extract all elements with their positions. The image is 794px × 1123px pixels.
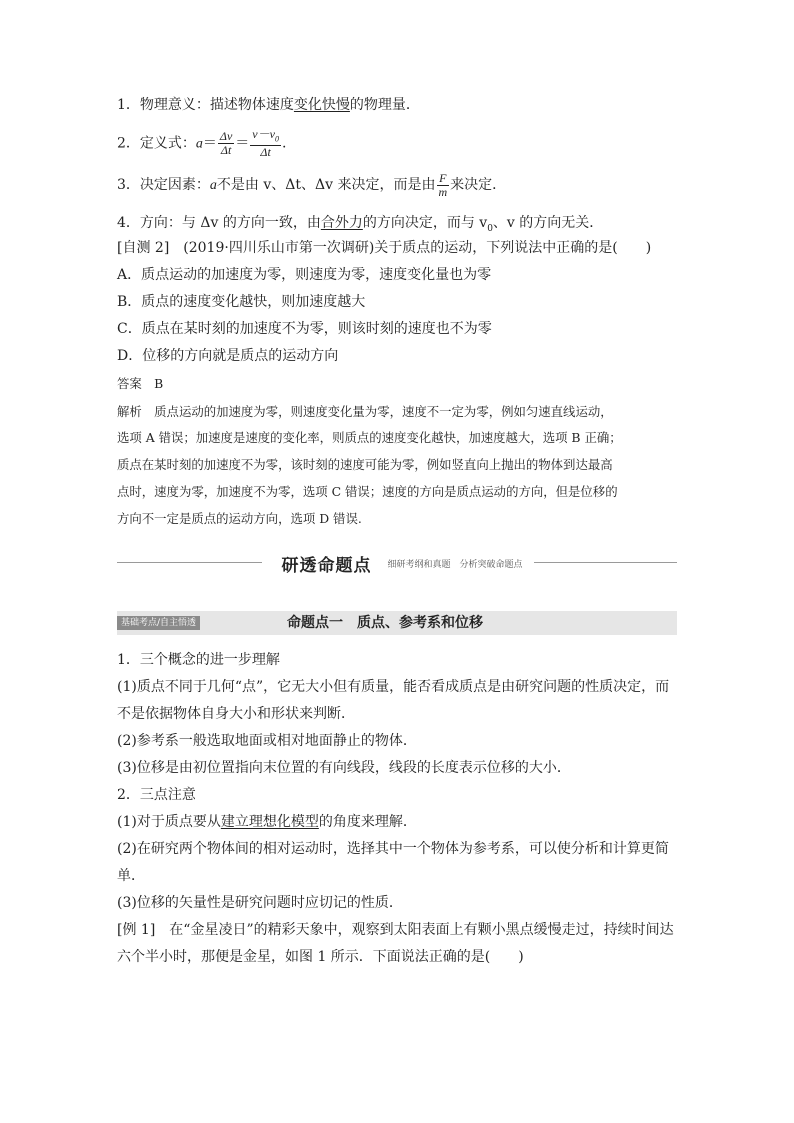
- underlined-text: 合外力: [320, 215, 363, 231]
- note-2-line-2: 单．: [117, 868, 145, 884]
- underlined-text: 变化快慢: [293, 97, 350, 113]
- topic-tag: 基础考点/自主悟透: [117, 616, 200, 630]
- body-line-6: 2．三点注意: [117, 787, 196, 803]
- topic-bar: [117, 611, 677, 635]
- section-banner: [262, 549, 534, 577]
- math-var: a: [209, 178, 217, 193]
- body-line-1: 1．三个概念的进一步理解: [117, 652, 280, 668]
- text: (1)对于质点要从: [117, 814, 221, 830]
- text: 的物理量．: [349, 97, 420, 113]
- test2-stem: [自测 2] (2019·四川乐山市第一次调研)关于质点的运动，下列说法中正确的是( ): [117, 240, 652, 256]
- text: .: [281, 135, 287, 152]
- section-title: 研透命题点: [281, 555, 372, 576]
- intro-item-1: [117, 95, 420, 115]
- test2-option-c: C．质点在某时刻的加速度不为零，则该时刻的速度也不为零: [117, 321, 492, 337]
- topic-title: 命题点一 质点、参考系和位移: [287, 615, 483, 631]
- underlined-text: 建立理想化模型: [220, 814, 319, 830]
- analysis-line-5: 方向不一定是质点的运动方向，选项 D 错误.: [117, 511, 362, 526]
- intro-item-2-formula: [117, 128, 286, 160]
- body-line-5: (3)位移是由初位置指向末位置的有向线段，线段的长度表示位移的大小．: [117, 760, 571, 776]
- analysis-line-2: 选项 A 错误；加速度是速度的变化率，则质点的速度变化越快，加速度越大，选项 B 正确；: [117, 430, 622, 445]
- text: 、v 的方向无关．: [492, 215, 604, 231]
- note-1: [117, 812, 417, 832]
- math-var: a: [195, 136, 203, 152]
- test2-answer: 答案 B: [117, 376, 164, 391]
- text: ＝: [202, 135, 217, 152]
- fraction-dv-dt: $\frac{\Delta v}{\Delta t}$: [219, 129, 233, 158]
- body-line-2: (1)质点不同于几何“点”，它无大小但有质量，能否看成质点是由研究问题的性质决定，而: [117, 679, 670, 695]
- analysis-line-3: 质点在某时刻的加速度不为零，该时刻的速度可能为零，例如竖直向上抛出的物体到达最高: [117, 457, 613, 472]
- intro-item-4: 4．方向：与 Δv 的方向一致，由合外力的方向决定，而与 $v_0$、v 的方向无关．: [117, 215, 604, 234]
- section-subtitle: 细研考纲和真题 分析突破命题点: [387, 559, 523, 570]
- text: 的方向决定，而与 v: [362, 215, 488, 231]
- example-1-line-2: 六个半小时，那便是金星，如图 1 所示．下面说法正确的是( ): [117, 949, 524, 965]
- text: 2．定义式：: [117, 135, 196, 152]
- text: 1．物理意义：描述物体速度: [117, 97, 294, 113]
- test2-option-d: D．位移的方向就是质点的运动方向: [117, 348, 339, 364]
- note-3: (3)位移的矢量性是研究问题时应切记的性质．: [117, 895, 403, 911]
- text: 的角度来理解．: [318, 814, 417, 830]
- text: 来决定．: [450, 177, 507, 193]
- intro-item-3: [117, 170, 506, 201]
- example-1-line-1: [例 1] 在“金星凌日”的精彩天象中，观察到太阳表面上有颗小黑点缓慢走过，持续时间达: [117, 922, 674, 938]
- analysis-line-1: 解析 质点运动的加速度为零，则速度变化量为零，速度不一定为零，例如匀速直线运动，: [117, 404, 613, 419]
- body-line-3: 不是依据物体自身大小和形状来判断．: [117, 706, 355, 722]
- fraction-v-v0-dt: $\frac{v-v_0}{\Delta t}$: [252, 127, 279, 160]
- text: 3．决定因素：: [117, 177, 210, 193]
- note-2-line-1: (2)在研究两个物体间的相对运动时，选择其中一个物体为参考系，可以使分析和计算更简: [117, 841, 669, 857]
- text: 4．方向：与 Δv 的方向一致，由: [117, 215, 321, 231]
- body-line-4: (2)参考系一般选取地面或相对地面静止的物体．: [117, 733, 417, 749]
- text: ＝: [235, 135, 250, 152]
- fraction-f-m: $\frac{F}{m}$: [438, 170, 448, 199]
- text: 不是由 v、Δt、Δv 来决定，而是由: [216, 177, 436, 193]
- test2-option-a: A．质点运动的加速度为零，则速度为零，速度变化量也为零: [117, 267, 492, 283]
- analysis-line-4: 点时，速度为零，加速度不为零，选项 C 错误；速度的方向是质点运动的方向，但是位移的: [117, 484, 618, 499]
- test2-option-b: B．质点的速度变化越快，则加速度越大: [117, 294, 366, 310]
